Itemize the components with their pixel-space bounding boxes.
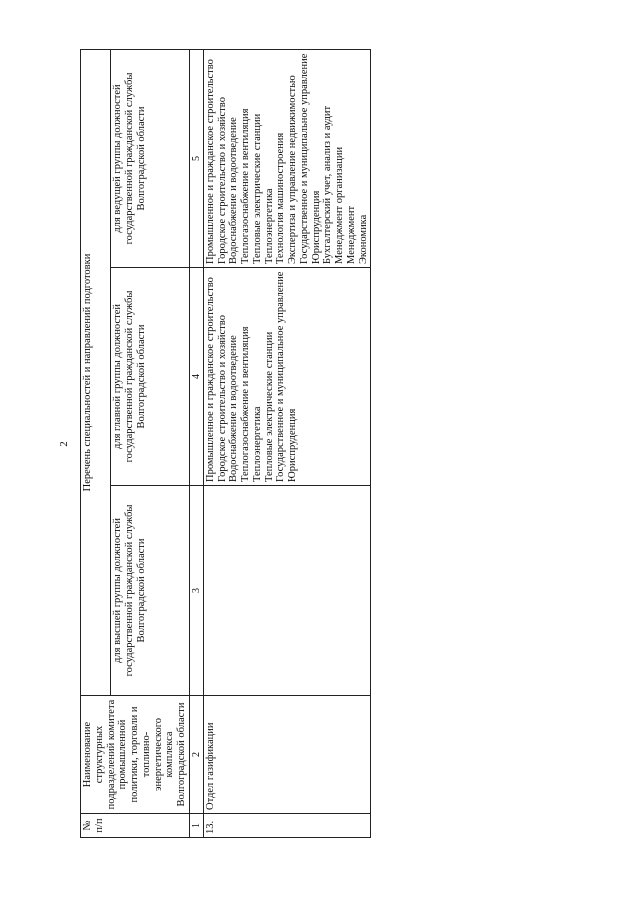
specialties-table — [80, 49, 371, 838]
header-units: Наименование структурных подразделений комитета промышленной политики, торговли и топливно-энергетического комплекса Волгоградской области — [81, 696, 190, 814]
col-number: 1 — [189, 814, 203, 838]
row-number: 13. — [203, 814, 371, 838]
list-item: Юриспруденция — [287, 408, 298, 482]
leading-group-list — [203, 49, 371, 267]
header-row — [81, 49, 111, 837]
header-list: Перечень специальностей и направлений подготовки — [81, 49, 111, 695]
list-item: Тепловые электрические станции — [251, 113, 263, 264]
list-item: Менеджмент организации — [334, 146, 345, 264]
list-item: Промышленное и гражданское строительство — [204, 59, 216, 264]
list-item: Государственное и муниципальное управление — [275, 271, 287, 482]
list-item: Бухгалтерский учет, анализ и аудит — [322, 105, 334, 264]
unit-name: Отдел газификации — [203, 696, 371, 814]
list-item: Менеджмент — [345, 205, 357, 264]
list-item: Теплоэнергетика — [263, 188, 275, 264]
list-item: Городское строительство и хозяйство — [216, 315, 228, 482]
rotated-content — [50, 50, 610, 838]
list-item: Теплоэнергетика — [251, 406, 263, 482]
list-item: Теплогазоснабжение и вентиляция — [240, 326, 251, 482]
col-number: 5 — [189, 49, 203, 267]
col-number: 4 — [189, 268, 203, 486]
list-item: Технология машиностроения — [275, 132, 287, 264]
table-row — [203, 49, 371, 837]
col-number: 2 — [189, 696, 203, 814]
col-number: 3 — [189, 486, 203, 696]
main-group-list — [203, 268, 371, 486]
header-highest-group: для высшей группы должностей государственной гражданской службы Волгоградской области — [111, 486, 190, 696]
list-item: Государственное и муниципальное управление — [298, 53, 310, 264]
list-item: Водоснабжение и водоотведение — [228, 335, 240, 482]
column-numbers-row — [189, 49, 203, 837]
list-item: Промышленное и гражданское строительство — [204, 277, 216, 482]
page-number: 2 — [58, 441, 70, 447]
list-item: Юриспруденция — [310, 190, 322, 264]
list-item: Городское строительство и хозяйство — [216, 97, 228, 264]
highest-group-list — [203, 486, 371, 696]
header-no: № п/п — [81, 814, 190, 838]
list-item: Экспертиза и управление недвижимостью — [287, 75, 298, 264]
header-leading-group: для ведущей группы должностей государственной гражданской службы Волгоградской области — [111, 49, 190, 267]
list-item: Экономика — [357, 214, 369, 264]
list-item: Тепловые электрические станции — [263, 331, 275, 482]
header-main-group: для главной группы должностей государственной гражданской службы Волгоградской области — [111, 268, 190, 486]
list-item: Теплогазоснабжение и вентиляция — [240, 108, 251, 264]
list-item: Водоснабжение и водоотведение — [228, 117, 240, 264]
